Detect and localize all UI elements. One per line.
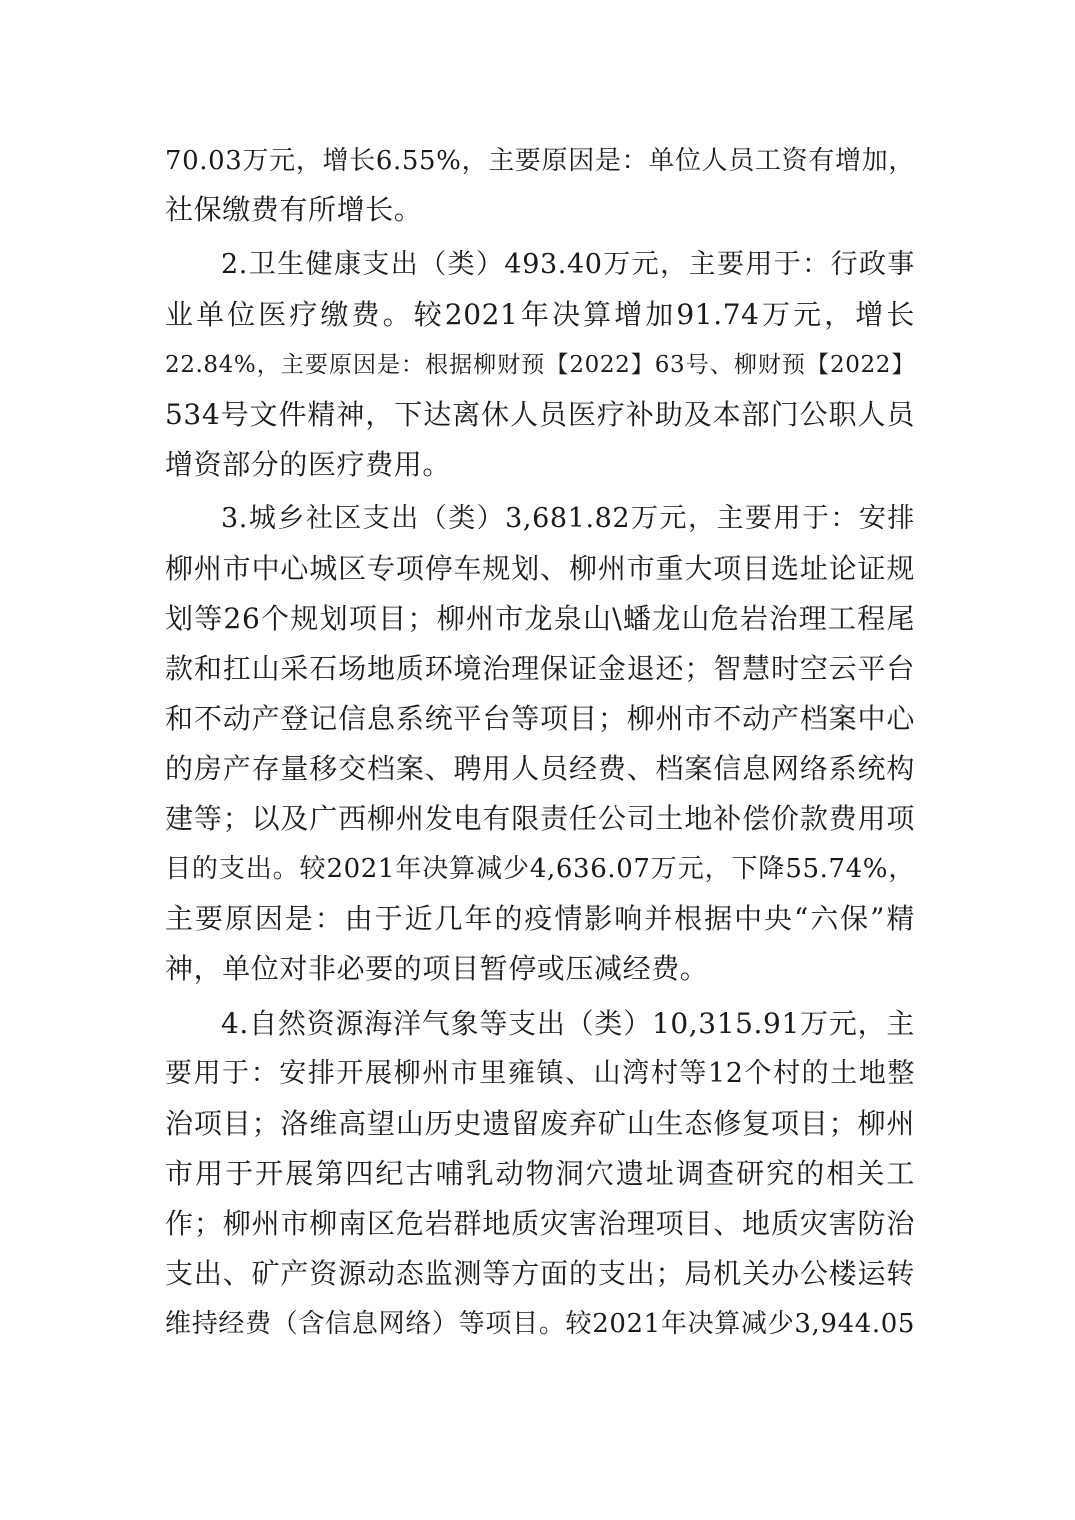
paragraph-2-first-line: 2.卫生健康支出（类）493.40万元，主要用于：行政事 xyxy=(221,249,915,280)
text-line: 神，单位对非必要的项目暂停或压减经费。 xyxy=(165,952,709,985)
text-line: 支出、矿产资源动态监测等方面的支出；局机关办公楼运转 xyxy=(165,1257,915,1290)
paragraph-3-first-line: 3.城乡社区支出（类）3,681.82万元，主要用于：安排 xyxy=(221,503,915,534)
text-line: 22.84%，主要原因是：根据柳财预【2022】63号、柳财预【2022】 xyxy=(165,352,915,378)
text-line: 治项目；洛维高望山历史遗留废弃矿山生态修复项目；柳州 xyxy=(165,1107,915,1140)
text-line: 和不动产登记信息系统平台等项目；柳州市不动产档案中心 xyxy=(165,702,915,735)
text-line: 70.03万元，增长6.55%，主要原因是：单位人员工资有增加， xyxy=(165,146,915,176)
text-line: 建等；以及广西柳州发电有限责任公司土地补偿价款费用项 xyxy=(165,802,915,835)
text-line: 的房产存量移交档案、聘用人员经费、档案信息网络系统构 xyxy=(165,752,915,785)
text-line: 柳州市中心城区专项停车规划、柳州市重大项目选址论证规 xyxy=(165,552,915,585)
text-line: 市用于开展第四纪古哺乳动物洞穴遗址调查研究的相关工 xyxy=(165,1157,915,1190)
text-line: 业单位医疗缴费。较2021年决算增加91.74万元，增长 xyxy=(165,298,915,331)
paragraph-4-first-line: 4.自然资源海洋气象等支出（类）10,315.91万元，主 xyxy=(221,1007,915,1040)
text-line: 款和扛山采石场地质环境治理保证金退还；智慧时空云平台 xyxy=(165,652,915,685)
text-line: 增资部分的医疗费用。 xyxy=(165,448,452,481)
text-line: 作；柳州市柳南区危岩群地质灾害治理项目、地质灾害防治 xyxy=(165,1207,915,1240)
text-line: 目的支出。较2021年决算减少4,636.07万元，下降55.74%， xyxy=(165,854,915,884)
text-line: 社保缴费有所增长。 xyxy=(165,193,423,226)
text-line: 主要原因是：由于近几年的疫情影响并根据中央“六保”精 xyxy=(165,902,915,935)
text-line: 维持经费（含信息网络）等项目。较2021年决算减少3,944.05 xyxy=(165,1309,915,1339)
text-line: 534号文件精神，下达离休人员医疗补助及本部门公职人员 xyxy=(165,398,915,431)
text-line: 要用于：安排开展柳州市里雍镇、山湾村等12个村的土地整 xyxy=(165,1058,915,1089)
text-line: 划等26个规划项目；柳州市龙泉山\蟠龙山危岩治理工程尾 xyxy=(165,602,915,635)
